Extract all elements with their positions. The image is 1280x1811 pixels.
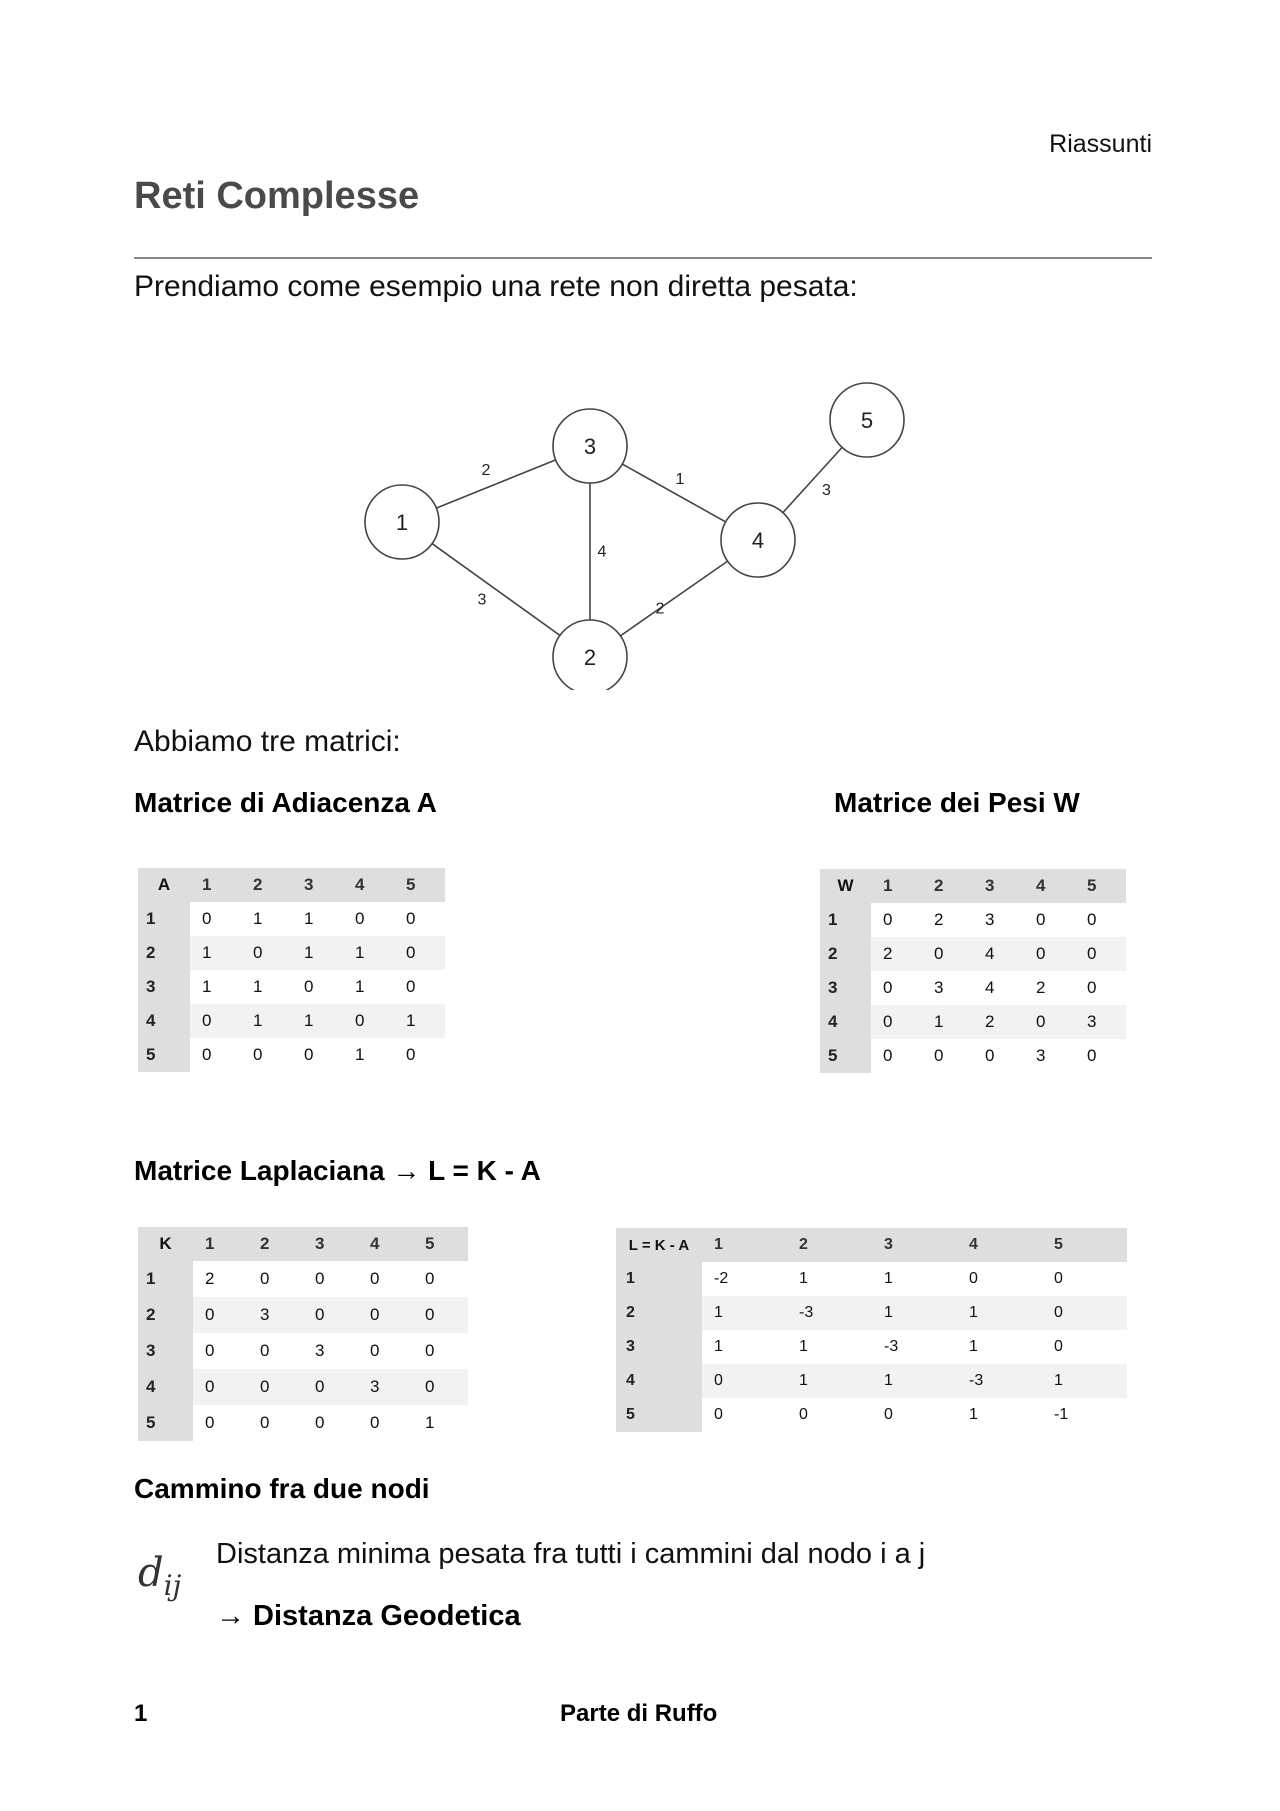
graph-node (553, 409, 627, 483)
matrix-col-header: 1 (702, 1228, 787, 1262)
distance-symbol-sub: ij (163, 1569, 182, 1602)
matrix-cell: 0 (202, 1045, 212, 1064)
matrix-row (138, 1261, 468, 1297)
matrix-cell: 0 (303, 1369, 358, 1405)
matrix-cell: 0 (883, 978, 893, 997)
matrix-corner: A (138, 868, 190, 902)
matrix-cell: 0 (253, 1045, 263, 1064)
matrix-cell: 0 (1054, 1338, 1063, 1355)
matrix-col-header: 5 (1075, 869, 1126, 903)
matrix-col-header: 3 (303, 1227, 358, 1261)
matrix-row (138, 1369, 468, 1405)
weights-heading: Matrice dei Pesi W (834, 787, 1080, 818)
matrix-cell: 1 (799, 1338, 808, 1355)
graph-edge (436, 460, 555, 508)
laplacian-matrix (616, 1228, 1127, 1432)
matrix-col-header: 4 (343, 868, 394, 902)
distance-symbol-base: d (138, 1550, 164, 1596)
matrix-cell: 0 (315, 1413, 325, 1432)
matrix-row (616, 1398, 1127, 1432)
matrix-row (138, 902, 445, 936)
matrix-cell: 0 (315, 1269, 325, 1288)
matrix-row (138, 1297, 468, 1333)
matrix-row-header: 4 (138, 1369, 193, 1405)
path-heading: Cammino fra due nodi (134, 1473, 430, 1504)
matrix-row-header: 3 (138, 970, 190, 1004)
matrix-cell: 1 (202, 977, 212, 996)
matrix-cell: 0 (1036, 910, 1046, 929)
matrix-cell: 1 (304, 909, 314, 928)
matrix-row-header: 5 (820, 1039, 871, 1073)
matrix-cell: 0 (922, 937, 973, 971)
matrix-row (616, 1262, 1127, 1296)
graph-edge (432, 544, 560, 636)
matrix-corner: W (820, 869, 871, 903)
matrix-cell: 1 (292, 1004, 343, 1038)
matrix-cell: -3 (884, 1338, 899, 1355)
matrix-cell: 0 (394, 936, 445, 970)
matrix-cell: 0 (1042, 1296, 1127, 1330)
matrix-row (138, 1405, 468, 1441)
matrix-cell: 1 (969, 1338, 978, 1355)
matrix-row (616, 1364, 1127, 1398)
matrix-row (820, 1039, 1126, 1073)
matrix-cell: 1 (190, 936, 241, 970)
matrix-row-header: 2 (820, 937, 871, 971)
matrix-row (138, 1038, 445, 1072)
matrix-cell: 0 (413, 1297, 468, 1333)
matrix-cell: 2 (205, 1269, 215, 1288)
distance-symbol (138, 1550, 181, 1602)
matrix-row (138, 970, 445, 1004)
edge-weight-label: 2 (481, 462, 491, 479)
graph-edge (783, 447, 842, 512)
matrix-cell: 0 (425, 1341, 435, 1360)
matrix-row (138, 1333, 468, 1369)
matrix-cell: 0 (406, 977, 416, 996)
matrix-row (820, 1005, 1126, 1039)
edge-weight-label: 1 (675, 471, 685, 488)
matrix-cell: 0 (714, 1406, 723, 1423)
matrix-cell: 0 (425, 1269, 435, 1288)
matrix-cell: 1 (1042, 1364, 1127, 1398)
matrix-cell: 4 (985, 978, 995, 997)
matrix-cell: 2 (973, 1005, 1024, 1039)
matrix-cell: 1 (355, 1045, 365, 1064)
matrix-col-header: 2 (787, 1228, 872, 1262)
edge-weight-label: 2 (655, 600, 665, 618)
graph-node-label: 4 (751, 528, 765, 553)
matrix-cell: 1 (253, 977, 263, 996)
matrix-corner: K (138, 1227, 193, 1261)
matrix-row-header: 1 (616, 1262, 702, 1296)
matrix-cell: 1 (872, 1296, 957, 1330)
matrix-cell: 1 (957, 1296, 1042, 1330)
matrix-cell: 0 (241, 936, 292, 970)
matrix-cell: 0 (248, 1369, 303, 1405)
matrix-cell: 0 (1087, 910, 1097, 929)
matrix-col-header: 1 (190, 868, 241, 902)
matrix-cell: 2 (1036, 978, 1046, 997)
matrix-cell: 1 (702, 1296, 787, 1330)
matrix-cell: 0 (883, 1046, 893, 1065)
matrix-cell: -2 (714, 1270, 729, 1287)
matrix-cell: 0 (1087, 1046, 1097, 1065)
footer-author: Parte di Ruffo (560, 1700, 718, 1727)
matrix-row-header: 4 (820, 1005, 871, 1039)
page-title: Reti Complesse (134, 175, 420, 217)
graph-node (830, 383, 904, 457)
matrix-cell: 0 (1087, 978, 1097, 997)
matrix-cell: 3 (1036, 1046, 1046, 1065)
matrix-row-header: 5 (616, 1398, 702, 1432)
matrix-cell: 0 (355, 909, 365, 928)
matrix-row (616, 1330, 1127, 1364)
matrix-cell: 0 (702, 1364, 787, 1398)
graph-edge (620, 561, 727, 636)
matrix-cell: 0 (370, 1413, 380, 1432)
graph-node-label: 2 (583, 645, 597, 670)
matrix-cell: 1 (922, 1005, 973, 1039)
page-number: 1 (134, 1700, 148, 1727)
matrix-col-header: 1 (871, 869, 922, 903)
matrix-row-header: 5 (138, 1038, 190, 1072)
matrix-cell: 0 (799, 1406, 808, 1423)
running-header: Riassunti (1049, 130, 1152, 158)
matrix-cell: 4 (973, 937, 1024, 971)
matrix-cell: 0 (406, 1045, 416, 1064)
matrix-col-header: 2 (248, 1227, 303, 1261)
matrix-row-header: 5 (138, 1405, 193, 1441)
matrix-col-header: 2 (922, 869, 973, 903)
matrix-row (138, 936, 445, 970)
matrix-col-header: 1 (193, 1227, 248, 1261)
matrix-row-header: 3 (616, 1330, 702, 1364)
matrix-col-header: 5 (394, 868, 445, 902)
matrix-cell: 0 (202, 909, 212, 928)
matrix-cell: 0 (370, 1269, 380, 1288)
graph-node-label: 1 (395, 510, 409, 535)
path-description: Distanza minima pesata fra tutti i cammini dal nodo i a j (216, 1538, 926, 1570)
graph-node (553, 620, 627, 690)
title-divider (134, 257, 1152, 259)
matrix-cell: 0 (1054, 1270, 1063, 1287)
matrix-col-header: 5 (413, 1227, 468, 1261)
intro-paragraph: Prendiamo come esempio una rete non diretta pesata: (134, 270, 858, 303)
matrix-cell: 1 (355, 977, 365, 996)
matrix-cell: 1 (292, 936, 343, 970)
matrix-row-header: 3 (138, 1333, 193, 1369)
degree-matrix (138, 1227, 468, 1441)
matrix-cell: 0 (370, 1341, 380, 1360)
adjacency-heading: Matrice di Adiacenza A (134, 787, 437, 818)
matrix-cell: 1 (799, 1270, 808, 1287)
matrix-cell: -3 (787, 1296, 872, 1330)
matrix-cell: 0 (205, 1413, 215, 1432)
graph-node (365, 485, 439, 559)
matrix-cell: 3 (1075, 1005, 1126, 1039)
geodesic-distance: → Distanza Geodetica (216, 1600, 521, 1632)
graph-node-label: 3 (583, 434, 597, 459)
laplacian-heading: Matrice Laplaciana → L = K - A (134, 1155, 541, 1186)
matrix-cell: 3 (248, 1297, 303, 1333)
matrix-cell: 1 (241, 1004, 292, 1038)
matrix-row-header: 1 (138, 902, 190, 936)
matrix-row-header: 4 (138, 1004, 190, 1038)
matrix-cell: 1 (394, 1004, 445, 1038)
matrix-cell: 1 (872, 1364, 957, 1398)
matrix-cell: 0 (358, 1297, 413, 1333)
matrix-row (820, 937, 1126, 971)
edge-weight-label: 4 (597, 543, 607, 561)
adjacency-matrix (138, 868, 445, 1072)
matrix-cell: 3 (934, 978, 944, 997)
matrix-row-header: 3 (820, 971, 871, 1005)
matrix-cell: 1 (343, 936, 394, 970)
graph-node (721, 503, 795, 577)
matrix-cell: 0 (884, 1406, 893, 1423)
matrix-cell: 1 (969, 1406, 978, 1423)
matrix-cell: 0 (304, 977, 314, 996)
matrix-cell: 0 (1024, 1005, 1075, 1039)
weighted-graph (350, 370, 930, 690)
matrix-cell: 0 (871, 1005, 922, 1039)
matrix-cell: 0 (969, 1270, 978, 1287)
matrix-row-header: 2 (138, 936, 190, 970)
matrix-cell: 0 (1024, 937, 1075, 971)
matrix-row (820, 971, 1126, 1005)
matrix-cell: 0 (260, 1341, 270, 1360)
matrix-row-header: 1 (820, 903, 871, 937)
matrix-cell: 0 (193, 1297, 248, 1333)
matrix-row (616, 1296, 1127, 1330)
edge-weight-label: 3 (477, 591, 487, 609)
matrix-cell: 2 (871, 937, 922, 971)
matrix-row-header: 2 (616, 1296, 702, 1330)
matrix-cell: 0 (343, 1004, 394, 1038)
matrix-row-header: 4 (616, 1364, 702, 1398)
matrix-cell: 0 (1075, 937, 1126, 971)
matrix-cell: 0 (260, 1269, 270, 1288)
matrix-col-header: 4 (957, 1228, 1042, 1262)
matrix-cell: 0 (985, 1046, 995, 1065)
matrix-cell: 0 (304, 1045, 314, 1064)
matrix-col-header: 4 (358, 1227, 413, 1261)
matrix-cell: -3 (957, 1364, 1042, 1398)
matrix-col-header: 3 (973, 869, 1024, 903)
matrix-row (138, 1004, 445, 1038)
matrix-cell: 0 (413, 1369, 468, 1405)
matrix-cell: 1 (714, 1338, 723, 1355)
matrix-cell: 1 (253, 909, 263, 928)
graph-node-label: 5 (860, 408, 874, 433)
matrix-col-header: 3 (292, 868, 343, 902)
matrix-cell: 0 (303, 1297, 358, 1333)
matrix-row-header: 1 (138, 1261, 193, 1297)
matrix-cell: 0 (193, 1369, 248, 1405)
matrix-col-header: 5 (1042, 1228, 1127, 1262)
matrix-cell: 0 (406, 909, 416, 928)
matrix-cell: 0 (260, 1413, 270, 1432)
matrix-cell: 3 (315, 1341, 325, 1360)
weights-matrix (820, 869, 1126, 1073)
matrices-intro: Abbiamo tre matrici: (134, 725, 401, 758)
matrix-cell: 0 (190, 1004, 241, 1038)
edge-weight-label: 3 (822, 482, 831, 499)
matrix-cell: -1 (1054, 1406, 1069, 1423)
matrix-cell: 3 (985, 910, 995, 929)
matrix-cell: 0 (205, 1341, 215, 1360)
matrix-col-header: 3 (872, 1228, 957, 1262)
matrix-cell: 1 (787, 1364, 872, 1398)
matrix-cell: 2 (934, 910, 944, 929)
matrix-row (820, 903, 1126, 937)
matrix-col-header: 2 (241, 868, 292, 902)
matrix-cell: 1 (425, 1413, 435, 1432)
matrix-cell: 3 (358, 1369, 413, 1405)
matrix-cell: 0 (934, 1046, 944, 1065)
matrix-col-header: 4 (1024, 869, 1075, 903)
graph-edge (622, 464, 725, 522)
matrix-row-header: 2 (138, 1297, 193, 1333)
matrix-corner: L = K - A (616, 1228, 702, 1262)
matrix-cell: 0 (883, 910, 893, 929)
matrix-cell: 1 (884, 1270, 893, 1287)
